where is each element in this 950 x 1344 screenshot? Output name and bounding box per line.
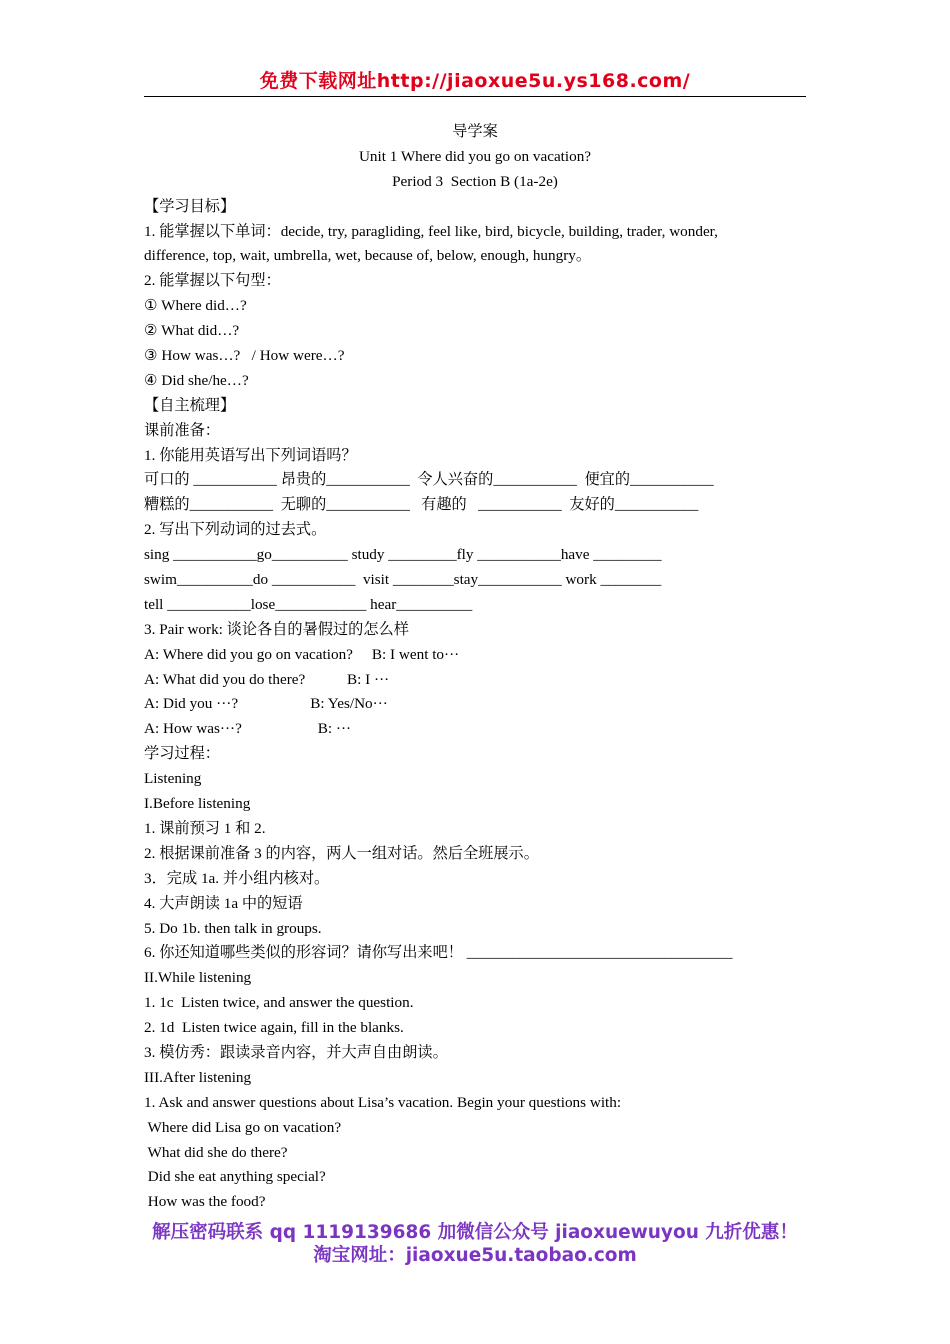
footer-taobao-link[interactable]: 淘宝网址：jiaoxue5u.taobao.com <box>313 1245 637 1266</box>
header-url-link[interactable]: http://jiaoxue5u.ys168.com/ <box>376 70 691 92</box>
text-line: 4. 大声朗读 1a 中的短语 <box>144 894 303 912</box>
text-line: 1. 课前预习 1 和 2. <box>144 819 266 837</box>
text-line: ④ Did she/he…? <box>144 371 249 389</box>
text-line: 2. 写出下列动词的过去式。 <box>144 521 327 539</box>
text-line: 1. 1c Listen twice, and answer the question. <box>144 994 414 1012</box>
question-line: What did she do there? <box>144 1143 288 1161</box>
text-line: 1. Ask and answer questions about Lisa’s vacation. Begin your questions with: <box>144 1093 622 1111</box>
header-label: 免费下载网址 <box>259 70 377 92</box>
doc-title: 导学案 <box>452 123 498 140</box>
blank-exercise-line: swim__________do ___________ visit ________stay___________ work ________ <box>144 571 662 589</box>
section-heading-self-study: 【自主梳理】 <box>144 396 236 414</box>
blank-exercise-line: 6. 你还知道哪些类似的形容词？请你写出来吧！ ___________________________________ <box>144 944 733 962</box>
question-line: Did she eat anything special? <box>144 1168 326 1186</box>
text-line: ③ How was…? / How were…? <box>144 347 345 365</box>
document-body <box>144 120 806 1215</box>
blank-exercise-line: tell ___________lose____________ hear__________ <box>144 595 473 613</box>
text-line: 课前准备： <box>144 421 220 439</box>
period-title: Period 3 Section B (1a-2e) <box>392 172 558 190</box>
dialogue-line: A: Where did you go on vacation? B: I went to··· <box>144 645 460 663</box>
section-heading-goals: 【学习目标】 <box>144 197 236 215</box>
text-line: 1. 你能用英语写出下列词语吗？ <box>144 446 357 464</box>
dialogue-line: A: How was···? B: ··· <box>144 720 352 738</box>
text-line: 2. 能掌握以下句型： <box>144 272 281 290</box>
text-line: 5. Do 1b. then talk in groups. <box>144 919 322 937</box>
text-line: I.Before listening <box>144 795 251 813</box>
text-line: 3. 模仿秀：跟读录音内容，并大声自由朗读。 <box>144 1043 448 1061</box>
text-line: Listening <box>144 770 202 788</box>
dialogue-line: A: Did you ···? B: Yes/No··· <box>144 695 388 713</box>
question-line: Where did Lisa go on vacation? <box>144 1118 342 1136</box>
text-line: 3. Pair work: 谈论各自的暑假过的怎么样 <box>144 620 409 638</box>
blank-exercise-line: sing ___________go__________ study _________fly ___________have _________ <box>144 546 662 564</box>
blank-exercise-line: 可口的 ___________ 昂贵的___________ 令人兴奋的___________ 便宜的___________ <box>144 471 714 489</box>
text-line: difference, top, wait, umbrella, wet, because of, below, enough, hungry。 <box>144 247 592 265</box>
text-line: III.After listening <box>144 1068 252 1086</box>
footer-contact: 解压密码联系 qq 1119139686 加微信公众号 jiaoxuewuyou 九折优惠！ <box>152 1222 798 1243</box>
text-line: 2. 根据课前准备 3 的内容，两人一组对话。然后全班展示。 <box>144 844 539 862</box>
text-line: ① Where did…? <box>144 297 247 315</box>
text-line: ② What did…? <box>144 322 240 340</box>
text-line: 3．完成 1a. 并小组内核对。 <box>144 869 330 887</box>
page-header <box>144 66 806 97</box>
section-heading-process: 学习过程： <box>144 745 220 763</box>
blank-exercise-line: 糟糕的___________ 无聊的___________ 有趣的 ___________ 友好的___________ <box>144 496 699 514</box>
question-line: How was the food? <box>144 1193 266 1211</box>
dialogue-line: A: What did you do there? B: I ··· <box>144 670 390 688</box>
text-line: II.While listening <box>144 969 252 987</box>
unit-title: Unit 1 Where did you go on vacation? <box>358 147 592 165</box>
text-line: 2. 1d Listen twice again, fill in the blanks. <box>144 1019 404 1037</box>
text-line: 1. 能掌握以下单词：decide, try, paragliding, feel like, bird, bicycle, building, trader, wonder, <box>144 222 718 240</box>
